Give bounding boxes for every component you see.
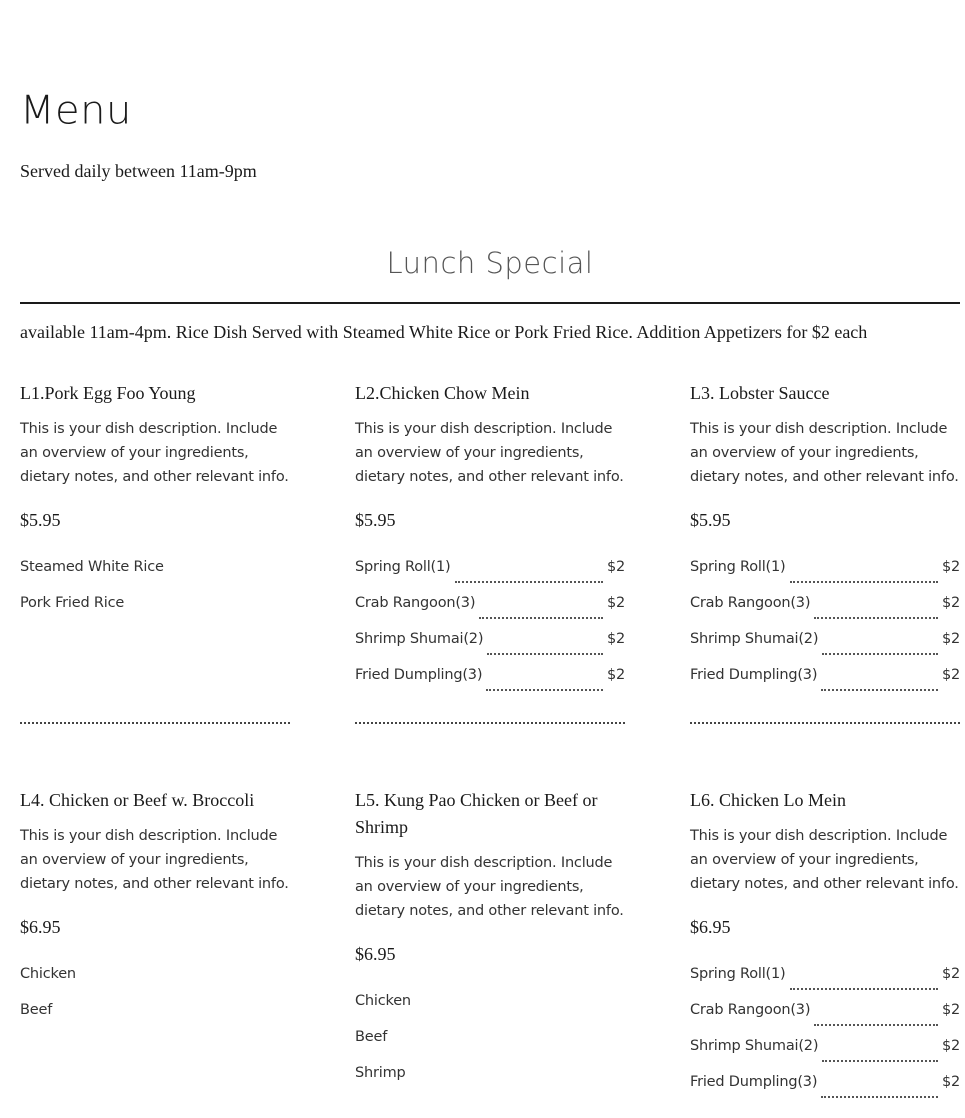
option-item: [20, 559, 290, 595]
option-price: $2: [606, 667, 625, 683]
option-item: [20, 595, 290, 631]
dish-name: L3. Lobster Saucce: [690, 383, 830, 403]
dish-name: L5. Kung Pao Chicken or Beef or Shrimp: [355, 790, 598, 837]
dish-item: [20, 787, 290, 1038]
dish-options: [20, 559, 290, 631]
option-name: Shrimp Shumai(2): [355, 631, 484, 647]
leader-dots: [455, 581, 603, 583]
section-title: Lunch Special: [386, 246, 594, 280]
dish-options: [355, 559, 625, 703]
dish-item: [690, 380, 960, 703]
option-item: [20, 966, 290, 1002]
leader-dots: [790, 581, 938, 583]
option-name: Shrimp Shumai(2): [690, 1038, 819, 1054]
option-name: Spring Roll(1): [690, 559, 786, 575]
option-name: Fried Dumpling(3): [690, 667, 818, 683]
section-divider: [20, 302, 960, 304]
dotted-divider: [20, 722, 290, 724]
leader-dots: [479, 617, 603, 619]
dish-description: This is your dish description. Include an overview of your ingredients, dietary notes, and other relevant info.: [355, 855, 624, 919]
leader-dots: [486, 689, 603, 691]
leader-dots: [822, 653, 938, 655]
option-name: Spring Roll(1): [355, 559, 451, 575]
dish-price: $5.95: [20, 510, 61, 530]
option-item: [355, 667, 625, 703]
option-name: Spring Roll(1): [690, 966, 786, 982]
dish-description: This is your dish description. Include an overview of your ingredients, dietary notes, and other relevant info.: [20, 828, 289, 892]
option-price: $2: [606, 559, 625, 575]
option-name: Pork Fried Rice: [20, 595, 125, 611]
dish-name: L6. Chicken Lo Mein: [690, 790, 846, 810]
dish-options: [690, 966, 960, 1110]
option-item: [355, 1029, 625, 1065]
option-name: Fried Dumpling(3): [355, 667, 483, 683]
dish-name: L1.Pork Egg Foo Young: [20, 383, 196, 403]
option-price: $2: [941, 1074, 960, 1090]
dish-item: [20, 380, 290, 631]
option-item: [690, 631, 960, 667]
dish-item: [690, 787, 960, 1110]
leader-dots: [822, 1060, 938, 1062]
dish-price: $5.95: [690, 510, 731, 530]
dish-price: $6.95: [690, 917, 731, 937]
dish-description: This is your dish description. Include an overview of your ingredients, dietary notes, and other relevant info.: [690, 421, 959, 485]
dish-description: This is your dish description. Include an overview of your ingredients, dietary notes, and other relevant info.: [690, 828, 959, 892]
leader-dots: [821, 689, 938, 691]
option-price: $2: [941, 559, 960, 575]
option-item: [690, 559, 960, 595]
option-name: Chicken: [355, 993, 411, 1009]
option-price: $2: [941, 631, 960, 647]
option-name: Crab Rangoon(3): [690, 1002, 811, 1018]
dotted-divider: [690, 722, 960, 724]
leader-dots: [487, 653, 603, 655]
option-name: Beef: [20, 1002, 53, 1018]
dish-item: [355, 787, 625, 1101]
option-item: [355, 1065, 625, 1101]
dish-name: L2.Chicken Chow Mein: [355, 383, 530, 403]
dish-options: [20, 966, 290, 1038]
option-name: Shrimp Shumai(2): [690, 631, 819, 647]
dish-options: [690, 559, 960, 703]
leader-dots: [821, 1096, 938, 1098]
option-name: Steamed White Rice: [20, 559, 164, 575]
dish-price: $5.95: [355, 510, 396, 530]
option-price: $2: [941, 667, 960, 683]
option-item: [690, 1038, 960, 1074]
option-item: [355, 993, 625, 1029]
option-item: [355, 631, 625, 667]
option-price: $2: [941, 595, 960, 611]
option-item: [355, 595, 625, 631]
option-item: [690, 1002, 960, 1038]
dish-price: $6.95: [20, 917, 61, 937]
dotted-divider: [355, 722, 625, 724]
dish-item: [355, 380, 625, 703]
option-name: Fried Dumpling(3): [690, 1074, 818, 1090]
page-title: Menu: [20, 88, 132, 134]
dish-price: $6.95: [355, 944, 396, 964]
option-item: [690, 966, 960, 1002]
option-name: Beef: [355, 1029, 388, 1045]
dish-description: This is your dish description. Include an overview of your ingredients, dietary notes, and other relevant info.: [355, 421, 624, 485]
serving-hours: Served daily between 11am-9pm: [20, 161, 257, 181]
section-description: available 11am-4pm. Rice Dish Served with Steamed White Rice or Pork Fried Rice. Addition Appetizers for $2 each: [20, 322, 868, 342]
dish-name: L4. Chicken or Beef w. Broccoli: [20, 790, 255, 810]
dish-description: This is your dish description. Include an overview of your ingredients, dietary notes, and other relevant info.: [20, 421, 289, 485]
option-price: $2: [941, 1002, 960, 1018]
option-price: $2: [606, 595, 625, 611]
option-price: $2: [941, 966, 960, 982]
leader-dots: [814, 617, 938, 619]
option-price: $2: [606, 631, 625, 647]
option-item: [20, 1002, 290, 1038]
option-item: [690, 595, 960, 631]
leader-dots: [814, 1024, 938, 1026]
option-item: [690, 1074, 960, 1110]
dish-options: [355, 993, 625, 1101]
option-price: $2: [941, 1038, 960, 1054]
leader-dots: [790, 988, 938, 990]
option-name: Shrimp: [355, 1065, 406, 1081]
option-name: Crab Rangoon(3): [355, 595, 476, 611]
option-name: Crab Rangoon(3): [690, 595, 811, 611]
option-item: [690, 667, 960, 703]
option-item: [355, 559, 625, 595]
option-name: Chicken: [20, 966, 76, 982]
